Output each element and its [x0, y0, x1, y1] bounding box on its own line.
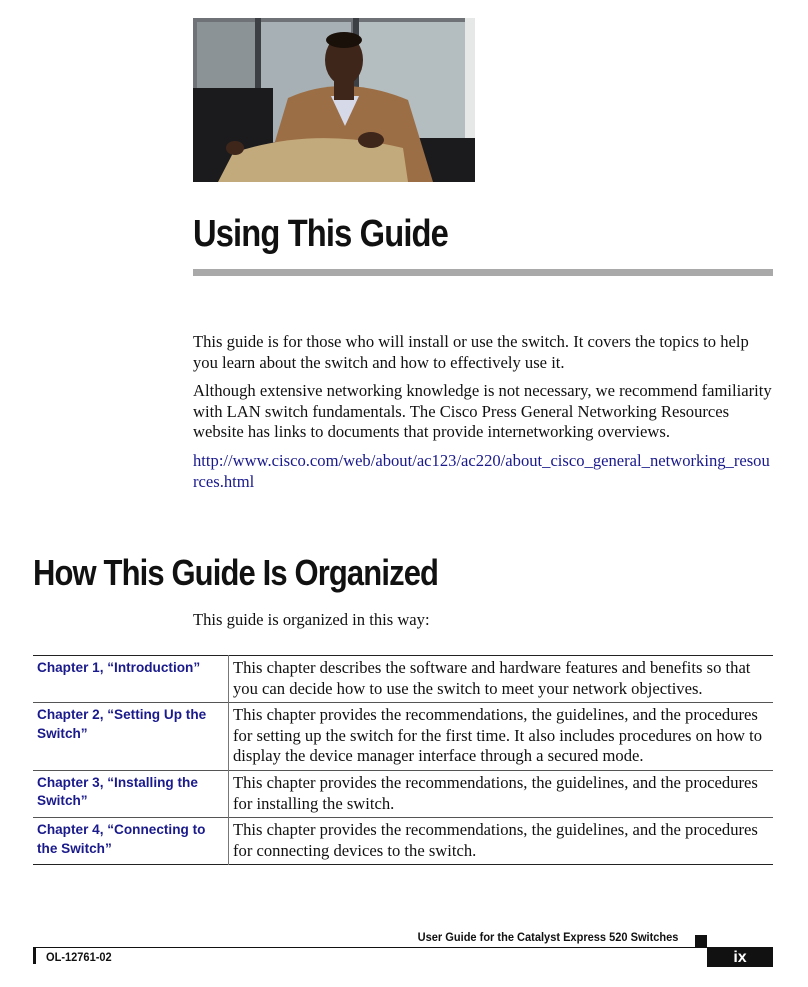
table-row	[33, 770, 773, 817]
footer-guide-title: User Guide for the Catalyst Express 520 Switches	[417, 930, 678, 944]
title-rule	[193, 269, 773, 276]
footer-bar-mark	[33, 947, 36, 964]
chapter-link[interactable]: Chapter 1, “Introduction”	[33, 656, 229, 703]
footer-rule	[33, 947, 773, 948]
intro-paragraph-1: This guide is for those who will install or use the switch. It covers the topics to help you learn about the switch and how to effectively use it.	[193, 332, 749, 372]
chapter-description: This chapter describes the software and hardware features and benefits so that you can decide how to use the switch to meet your network objectives.	[233, 658, 751, 698]
table-row	[33, 656, 773, 703]
chapter-table	[33, 655, 773, 865]
page-title: Using This Guide	[193, 213, 448, 255]
person-photo	[193, 18, 475, 182]
intro-link-paragraph	[193, 451, 773, 492]
chapter-description: This chapter provides the recommendations, the guidelines, and the procedures for connecting devices to the switch.	[233, 820, 758, 860]
organization-intro: This guide is organized in this way:	[193, 610, 430, 629]
chapter-description: This chapter provides the recommendations, the guidelines, and the procedures for installing the switch.	[233, 772, 758, 813]
networking-resources-link[interactable]: http://www.cisco.com/web/about/ac123/ac220/about_cisco_general_networking_resources.html	[193, 450, 770, 491]
chapter-description: This chapter provides the recommendations, the guidelines, and the procedures for setting up the switch for the first time. It also includes procedures on how to display the device manager interface through a secured mode.	[233, 705, 763, 766]
page-number: ix	[707, 947, 773, 967]
chapter-link[interactable]: Chapter 2, “Setting Up the Switch”	[33, 703, 229, 771]
intro-section	[193, 332, 773, 500]
table-row	[33, 703, 773, 771]
footer-square-mark	[695, 935, 707, 947]
chapter-link[interactable]: Chapter 3, “Installing the Switch”	[33, 770, 229, 817]
intro-paragraph-2: Although extensive networking knowledge is not necessary, we recommend familiarity with LAN switch fundamentals. The Cisco Press General Networking Resources website has links to documents that provide internetworking overviews.	[193, 381, 772, 442]
chapter-link[interactable]: Chapter 4, “Connecting to the Switch”	[33, 818, 229, 865]
section-heading: How This Guide Is Organized	[33, 552, 439, 593]
footer-doc-number: OL-12761-02	[46, 950, 112, 964]
person-photo-icon	[193, 18, 475, 182]
table-row	[33, 818, 773, 865]
